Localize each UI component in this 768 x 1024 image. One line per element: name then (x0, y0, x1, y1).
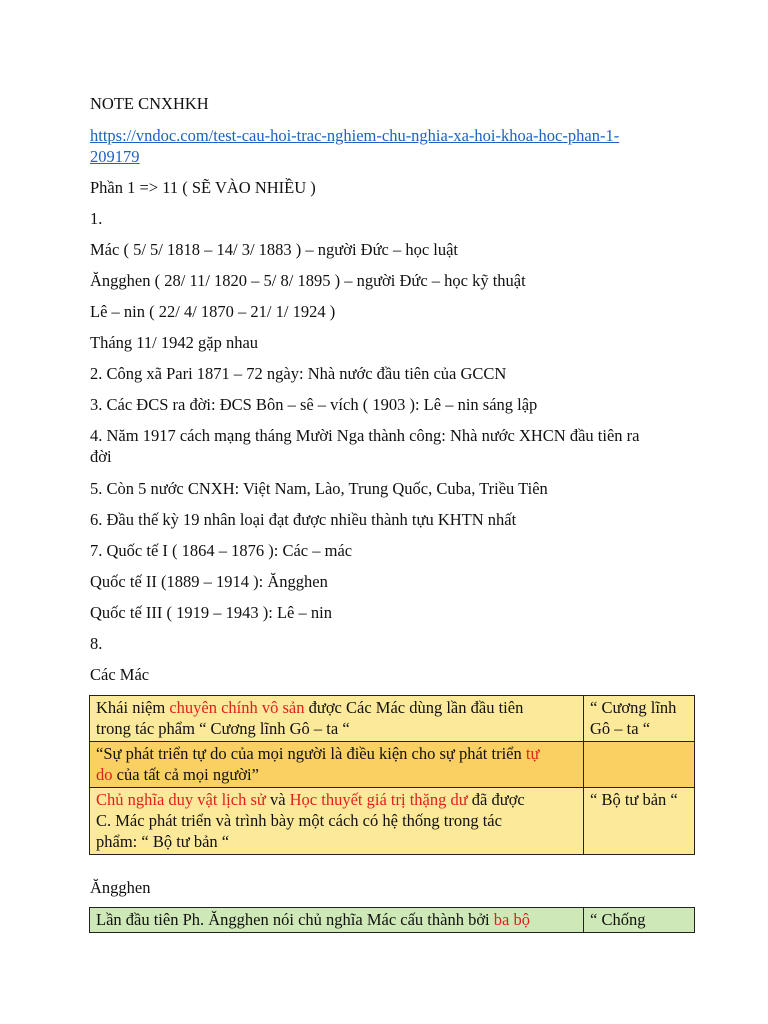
text-line: 3. Các ĐCS ra đời: ĐCS Bôn – sê – vích ( 1903 ): Lê – nin sáng lập (90, 395, 538, 414)
table-cell: “ Chống (584, 908, 695, 933)
source-link[interactable] (90, 126, 619, 146)
text-line: 2. Công xã Pari 1871 – 72 ngày: Nhà nước đầu tiên của GCCN (90, 364, 507, 383)
item-1-number: 1. (90, 209, 103, 228)
text-line: 6. Đầu thế kỳ 19 nhân loại đạt được nhiều thành tựu KHTN nhất (90, 510, 517, 529)
table-cell: “ Bộ tư bản “ (584, 788, 695, 855)
subheading-cac-mac: Các Mác (90, 665, 150, 684)
table-row (90, 696, 695, 742)
text-line: Lê – nin ( 22/ 4/ 1870 – 21/ 1/ 1924 ) (90, 302, 336, 321)
text-line: Mác ( 5/ 5/ 1818 – 14/ 3/ 1883 ) – người Đức – học luật (90, 240, 459, 259)
text-line: 7. Quốc tế I ( 1864 – 1876 ): Các – mác (90, 541, 353, 560)
table-cell: “Sự phát triển tự do của mọi người là điều kiện cho sự phát triển tự do của tất cả mọi người” (90, 742, 584, 788)
engels-table (89, 907, 695, 933)
table-cell: Khái niệm chuyên chính vô sản được Các Mác dùng lần đầu tiên trong tác phẩm “ Cương lĩnh Gô – ta “ (90, 696, 584, 742)
text-line: đời (90, 447, 112, 466)
source-link-line-1[interactable]: https://vndoc.com/test-cau-hoi-trac-nghiem-chu-nghia-xa-hoi-khoa-hoc-phan-1- (90, 126, 620, 145)
text-line: Quốc tế II (1889 – 1914 ): Ăngghen (90, 572, 328, 591)
text-line: Quốc tế III ( 1919 – 1943 ): Lê – nin (90, 603, 332, 622)
doc-title: NOTE CNXHKH (90, 94, 209, 113)
text-line: Tháng 11/ 1942 gặp nhau (90, 333, 259, 352)
text-line: 8. (90, 634, 103, 653)
table-cell: Chủ nghĩa duy vật lịch sử và Học thuyết giá trị thặng dư đã được C. Mác phát triển và trình bày một cách có hệ thống trong tác phẩm: “ Bộ tư bản “ (90, 788, 584, 855)
subheading-angghen: Ăngghen (90, 878, 151, 897)
marx-table (89, 695, 695, 855)
table-cell (584, 742, 695, 788)
source-link-line-2[interactable]: 209179 (90, 147, 140, 166)
source-link-continued[interactable] (90, 147, 140, 167)
table-cell: “ Cương lĩnh Gô – ta “ (584, 696, 695, 742)
text-line: 5. Còn 5 nước CNXH: Việt Nam, Lào, Trung Quốc, Cuba, Triều Tiên (90, 479, 548, 498)
table-row (90, 788, 695, 855)
table-cell: Lần đầu tiên Ph. Ăngghen nói chủ nghĩa Mác cấu thành bởi ba bộ (90, 908, 584, 933)
text-line: 4. Năm 1917 cách mạng tháng Mười Nga thành công: Nhà nước XHCN đầu tiên ra (90, 426, 640, 445)
table-row (90, 742, 695, 788)
section-heading: Phần 1 => 11 ( SẼ VÀO NHIỀU ) (90, 178, 316, 197)
table-row (90, 908, 695, 933)
text-line: Ăngghen ( 28/ 11/ 1820 – 5/ 8/ 1895 ) – người Đức – học kỹ thuật (90, 271, 526, 290)
